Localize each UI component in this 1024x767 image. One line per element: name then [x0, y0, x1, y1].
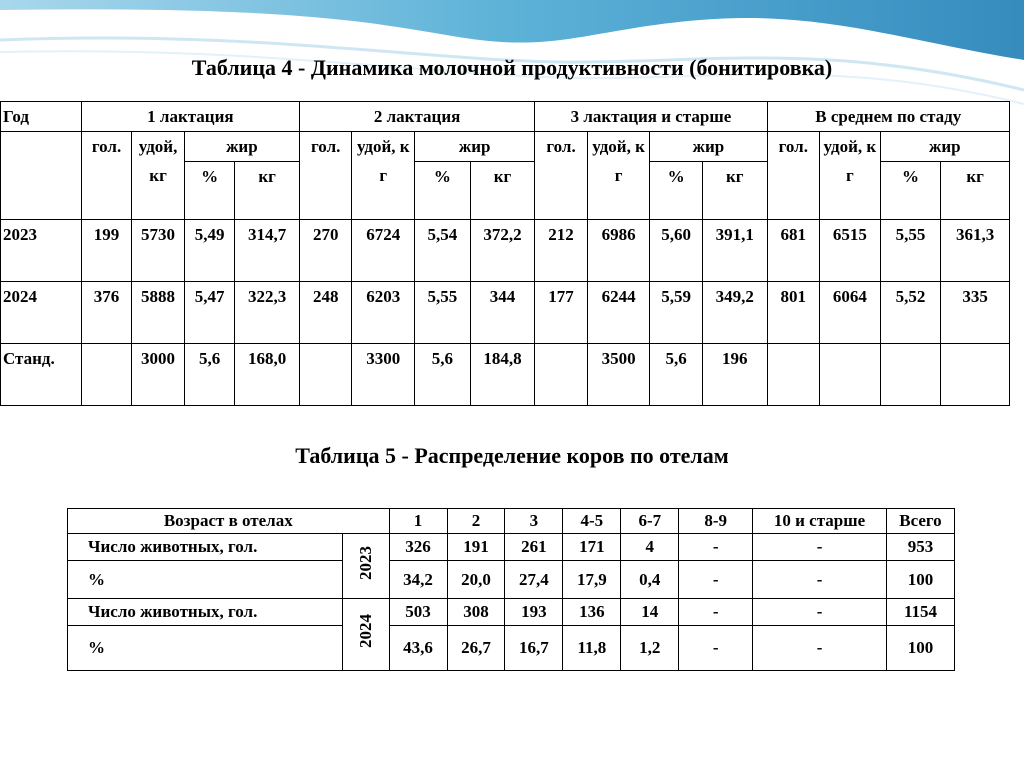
cell: 199	[81, 220, 132, 282]
cell: 344	[470, 282, 535, 344]
cell: 5888	[132, 282, 185, 344]
cell: 5,6	[415, 344, 471, 406]
fat-percent-header: %	[880, 162, 941, 220]
cell: 4	[621, 534, 679, 561]
cell: -	[679, 599, 753, 626]
table-row	[68, 599, 955, 626]
head-count-header: гол.	[535, 132, 588, 220]
table5-title: Таблица 5 - Распределение коров по отелам	[295, 443, 729, 468]
cell	[535, 344, 588, 406]
cell: 26,7	[447, 626, 505, 671]
cell: 681	[767, 220, 820, 282]
group-header: В среднем по стаду	[767, 102, 1009, 132]
cell: 196	[702, 344, 767, 406]
group-header: 1 лактация	[81, 102, 299, 132]
fat-percent-header: %	[650, 162, 703, 220]
column-header: 8-9	[679, 509, 753, 534]
cell: 5,60	[650, 220, 703, 282]
column-header: 3	[505, 509, 563, 534]
calving-distribution-table	[67, 508, 955, 671]
fat-header: жир	[184, 132, 299, 162]
row-label: %	[68, 561, 343, 599]
cell: 3500	[587, 344, 650, 406]
cell: 372,2	[470, 220, 535, 282]
row-label: Число животных, гол.	[68, 534, 343, 561]
fat-kg-header: кг	[470, 162, 535, 220]
cell: 193	[505, 599, 563, 626]
cell: 17,9	[563, 561, 621, 599]
head-count-header: гол.	[767, 132, 820, 220]
cell: 5,47	[184, 282, 235, 344]
cell: 212	[535, 220, 588, 282]
fat-percent-header: %	[184, 162, 235, 220]
column-header: 1	[389, 509, 447, 534]
cell: 0,4	[621, 561, 679, 599]
row-label: 2023	[1, 220, 82, 282]
cell: 14	[621, 599, 679, 626]
cell: 3000	[132, 344, 185, 406]
table-row	[68, 626, 955, 671]
cell: 5,6	[650, 344, 703, 406]
table4-header-row-2	[1, 132, 1010, 162]
cell: 335	[941, 282, 1010, 344]
year-header: Год	[1, 102, 82, 132]
age-header: Возраст в отелах	[68, 509, 390, 534]
cell: 6064	[820, 282, 881, 344]
cell: 6244	[587, 282, 650, 344]
row-label: 2024	[1, 282, 82, 344]
cell: 361,3	[941, 220, 1010, 282]
table-row	[1, 282, 1010, 344]
milk-yield-header: удой, кг	[132, 132, 185, 220]
cell: 34,2	[389, 561, 447, 599]
cell: 1,2	[621, 626, 679, 671]
cell: 3300	[352, 344, 415, 406]
milk-yield-header: удой, кг	[587, 132, 650, 220]
cell: 270	[299, 220, 352, 282]
row-label: %	[68, 626, 343, 671]
cell: 1154	[886, 599, 954, 626]
cell: -	[753, 599, 887, 626]
year-cell	[342, 599, 389, 671]
cell: 16,7	[505, 626, 563, 671]
table-row	[1, 220, 1010, 282]
cell: 503	[389, 599, 447, 626]
cell: 5,55	[880, 220, 941, 282]
row-label: Станд.	[1, 344, 82, 406]
fat-kg-header: кг	[235, 162, 300, 220]
milk-yield-header: удой, кг	[352, 132, 415, 220]
table-row	[1, 344, 1010, 406]
cell: 43,6	[389, 626, 447, 671]
table4-title: Таблица 4 - Динамика молочной продуктивности (бонитировка)	[191, 55, 833, 80]
cell: 248	[299, 282, 352, 344]
cell: 191	[447, 534, 505, 561]
cell: 27,4	[505, 561, 563, 599]
table4-header-row-1	[1, 102, 1010, 132]
cell: 953	[886, 534, 954, 561]
row-label: Число животных, гол.	[68, 599, 343, 626]
head-count-header: гол.	[299, 132, 352, 220]
cell: 326	[389, 534, 447, 561]
fat-header: жир	[650, 132, 767, 162]
cell: 20,0	[447, 561, 505, 599]
year-label: 2023	[355, 545, 375, 580]
cell: 100	[886, 626, 954, 671]
cell	[941, 344, 1010, 406]
cell	[880, 344, 941, 406]
cell: 6986	[587, 220, 650, 282]
cell: -	[679, 561, 753, 599]
cell: -	[753, 561, 887, 599]
cell: 391,1	[702, 220, 767, 282]
cell: 5,49	[184, 220, 235, 282]
group-header: 2 лактация	[299, 102, 534, 132]
table5-header-row	[68, 509, 955, 534]
cell: 171	[563, 534, 621, 561]
cell: 308	[447, 599, 505, 626]
cell: 6203	[352, 282, 415, 344]
year-label: 2024	[355, 614, 375, 648]
cell: 11,8	[563, 626, 621, 671]
cell: 5730	[132, 220, 185, 282]
cell: -	[753, 626, 887, 671]
cell: 184,8	[470, 344, 535, 406]
year-cell	[342, 534, 389, 599]
cell: -	[753, 534, 887, 561]
column-header: 4-5	[563, 509, 621, 534]
cell	[820, 344, 881, 406]
group-header: 3 лактация и старше	[535, 102, 767, 132]
cell: 168,0	[235, 344, 300, 406]
cell: 5,54	[415, 220, 471, 282]
cell	[81, 344, 132, 406]
fat-percent-header: %	[415, 162, 471, 220]
cell: 5,55	[415, 282, 471, 344]
cell: -	[679, 534, 753, 561]
table-row	[68, 534, 955, 561]
column-header: Всего	[886, 509, 954, 534]
cell: 136	[563, 599, 621, 626]
cell: 349,2	[702, 282, 767, 344]
cell	[299, 344, 352, 406]
fat-header: жир	[415, 132, 535, 162]
cell: 322,3	[235, 282, 300, 344]
column-header: 2	[447, 509, 505, 534]
fat-kg-header: кг	[941, 162, 1010, 220]
cell: 177	[535, 282, 588, 344]
cell	[767, 344, 820, 406]
cell: 100	[886, 561, 954, 599]
cell: 6724	[352, 220, 415, 282]
cell: 5,52	[880, 282, 941, 344]
cell: 376	[81, 282, 132, 344]
head-count-header: гол.	[81, 132, 132, 220]
cell: -	[679, 626, 753, 671]
lactation-dynamics-table	[0, 101, 1010, 406]
cell: 314,7	[235, 220, 300, 282]
cell: 801	[767, 282, 820, 344]
fat-kg-header: кг	[702, 162, 767, 220]
cell: 6515	[820, 220, 881, 282]
cell: 5,59	[650, 282, 703, 344]
fat-header: жир	[880, 132, 1009, 162]
cell: 261	[505, 534, 563, 561]
table-row	[68, 561, 955, 599]
column-header: 6-7	[621, 509, 679, 534]
column-header: 10 и старше	[753, 509, 887, 534]
milk-yield-header: удой, кг	[820, 132, 881, 220]
cell: 5,6	[184, 344, 235, 406]
